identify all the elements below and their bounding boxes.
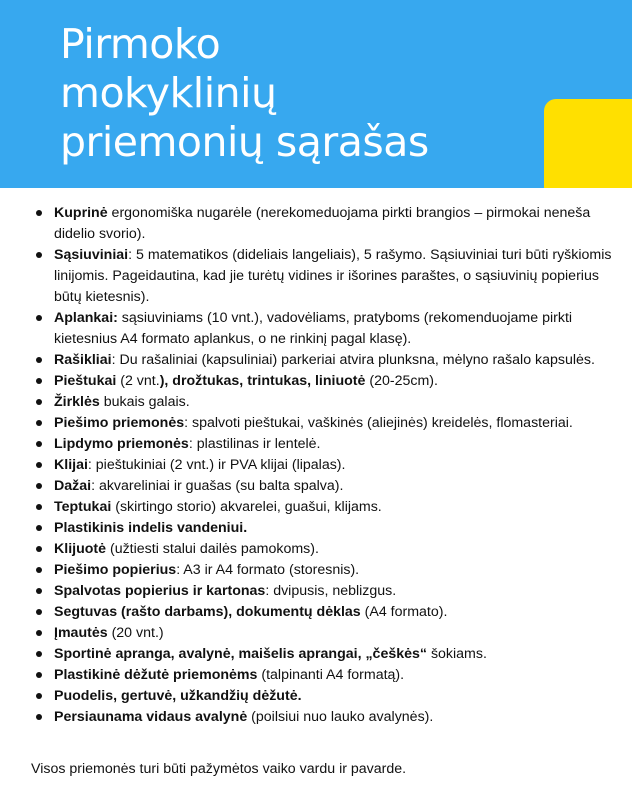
header-banner xyxy=(0,0,632,188)
list-item xyxy=(33,623,613,644)
item-name: Plastikinė dėžutė priemonėms xyxy=(54,667,258,683)
item-description: : plastilinas ir lentelė. xyxy=(188,436,321,452)
item-name: Rašikliai xyxy=(54,352,112,368)
item-description: (poilsiui nuo lauko avalynės). xyxy=(247,709,434,725)
item-name: Kuprinė xyxy=(54,205,108,221)
bullet-icon xyxy=(36,588,42,594)
item-name: Pieštukai xyxy=(54,373,117,389)
list-item xyxy=(33,581,613,602)
list-item xyxy=(33,203,613,245)
footer-note: Visos priemonės turi būti pažymėtos vaiko vardu ir pavarde. xyxy=(31,761,407,777)
list-item xyxy=(33,665,613,686)
bullet-icon xyxy=(36,252,42,258)
item-description: : 5 matematikos (dideliais langeliais), 5 rašymo. Sąsiuviniai turi būti ryškiomis linijomis. Pageidautina, kad jie turėtų vidines ir išorines paraštes, o sąsiuvinių popierius būtų kietesnis). xyxy=(54,247,612,305)
bullet-icon xyxy=(36,651,42,657)
bullet-icon xyxy=(36,420,42,426)
bullet-icon xyxy=(36,399,42,405)
item-description: sąsiuviniams (10 vnt.), vadovėliams, pratyboms (rekomenduojame pirkti kietesnius A4 formato aplankus, o ne rinkinį pagal klasę). xyxy=(54,310,573,347)
item-description: : spalvoti pieštukai, vaškinės (aliejinės) kreidelės, flomasteriai. xyxy=(184,415,573,431)
bullet-icon xyxy=(36,210,42,216)
bullet-icon xyxy=(36,672,42,678)
list-item xyxy=(33,308,613,350)
title-line: mokyklinių xyxy=(60,69,277,117)
bullet-icon xyxy=(36,693,42,699)
list-item xyxy=(33,434,613,455)
item-name: Sportinė apranga, avalynė, maišelis aprangai, „češkės“ xyxy=(54,646,427,662)
list-item xyxy=(33,413,613,434)
list-item xyxy=(33,539,613,560)
item-name: Piešimo priemonės xyxy=(54,415,185,431)
item-description: : pieštukiniai (2 vnt.) ir PVA klijai (lipalas). xyxy=(87,457,346,473)
item-name: Spalvotas popierius ir kartonas xyxy=(54,583,266,599)
list-item xyxy=(33,707,613,728)
bullet-icon xyxy=(36,504,42,510)
bullet-icon xyxy=(36,567,42,573)
item-name: Dažai xyxy=(54,478,92,494)
item-name: Klijai xyxy=(54,457,88,473)
item-name: Persiaunama vidaus avalynė xyxy=(54,709,248,725)
list-item xyxy=(33,245,613,308)
item-description-extra: (20-25cm). xyxy=(365,373,438,389)
list-item xyxy=(33,476,613,497)
list-item xyxy=(33,602,613,623)
item-name-extra: ), drožtukas, trintukas, liniuotė xyxy=(159,373,366,389)
list-item xyxy=(33,686,613,707)
item-description: (talpinanti A4 formatą). xyxy=(257,667,405,683)
item-description: (2 vnt. xyxy=(116,373,160,389)
item-description: (A4 formato). xyxy=(360,604,448,620)
item-description: : akvareliniai ir guašas (su balta spalva). xyxy=(91,478,344,494)
list-item xyxy=(33,560,613,581)
item-description: : A3 ir A4 formato (storesnis). xyxy=(176,562,360,578)
item-description: : Du rašaliniai (kapsuliniai) parkeriai atvira plunksna, mėlyno rašalo kapsulės. xyxy=(111,352,595,368)
list-item xyxy=(33,371,613,392)
item-name: Plastikinis indelis vandeniui. xyxy=(54,520,248,536)
item-name: Aplankai: xyxy=(54,310,118,326)
item-name: Sąsiuviniai xyxy=(54,247,129,263)
bullet-icon xyxy=(36,378,42,384)
yellow-accent-block xyxy=(544,99,632,188)
item-description: šokiams. xyxy=(427,646,487,662)
item-name: Lipdymo priemonės xyxy=(54,436,189,452)
bullet-icon xyxy=(36,483,42,489)
title-line: Pirmoko xyxy=(60,20,221,68)
bullet-icon xyxy=(36,609,42,615)
item-description: : dvipusis, neblizgus. xyxy=(265,583,397,599)
item-name: Įmautės xyxy=(54,625,108,641)
bullet-icon xyxy=(36,546,42,552)
list-item xyxy=(33,350,613,371)
page-title xyxy=(60,20,429,167)
supply-list xyxy=(33,203,613,728)
item-name: Žirklės xyxy=(54,394,100,410)
item-name: Puodelis, gertuvė, užkandžių dėžutė. xyxy=(54,688,302,704)
item-description: (užtiesti stalui dailės pamokoms). xyxy=(106,541,319,557)
bullet-icon xyxy=(36,630,42,636)
bullet-icon xyxy=(36,357,42,363)
list-item xyxy=(33,392,613,413)
bullet-icon xyxy=(36,525,42,531)
item-description: ergonomiška nugarėle (nerekomeduojama pirkti brangios – pirmokai neneša didelio svorio). xyxy=(54,205,591,242)
item-name: Segtuvas (rašto darbams), dokumentų dėklas xyxy=(54,604,361,620)
list-item xyxy=(33,644,613,665)
bullet-icon xyxy=(36,714,42,720)
item-name: Piešimo popierius xyxy=(54,562,177,578)
title-line: priemonių sąrašas xyxy=(60,118,429,166)
bullet-icon xyxy=(36,462,42,468)
item-description: (20 vnt.) xyxy=(107,625,164,641)
item-description: (skirtingo storio) akvarelei, guašui, klijams. xyxy=(111,499,382,515)
list-item xyxy=(33,497,613,518)
item-name: Teptukai xyxy=(54,499,112,515)
bullet-icon xyxy=(36,315,42,321)
list-item xyxy=(33,455,613,476)
bullet-icon xyxy=(36,441,42,447)
list-item xyxy=(33,518,613,539)
item-name: Klijuotė xyxy=(54,541,107,557)
item-description: bukais galais. xyxy=(99,394,190,410)
